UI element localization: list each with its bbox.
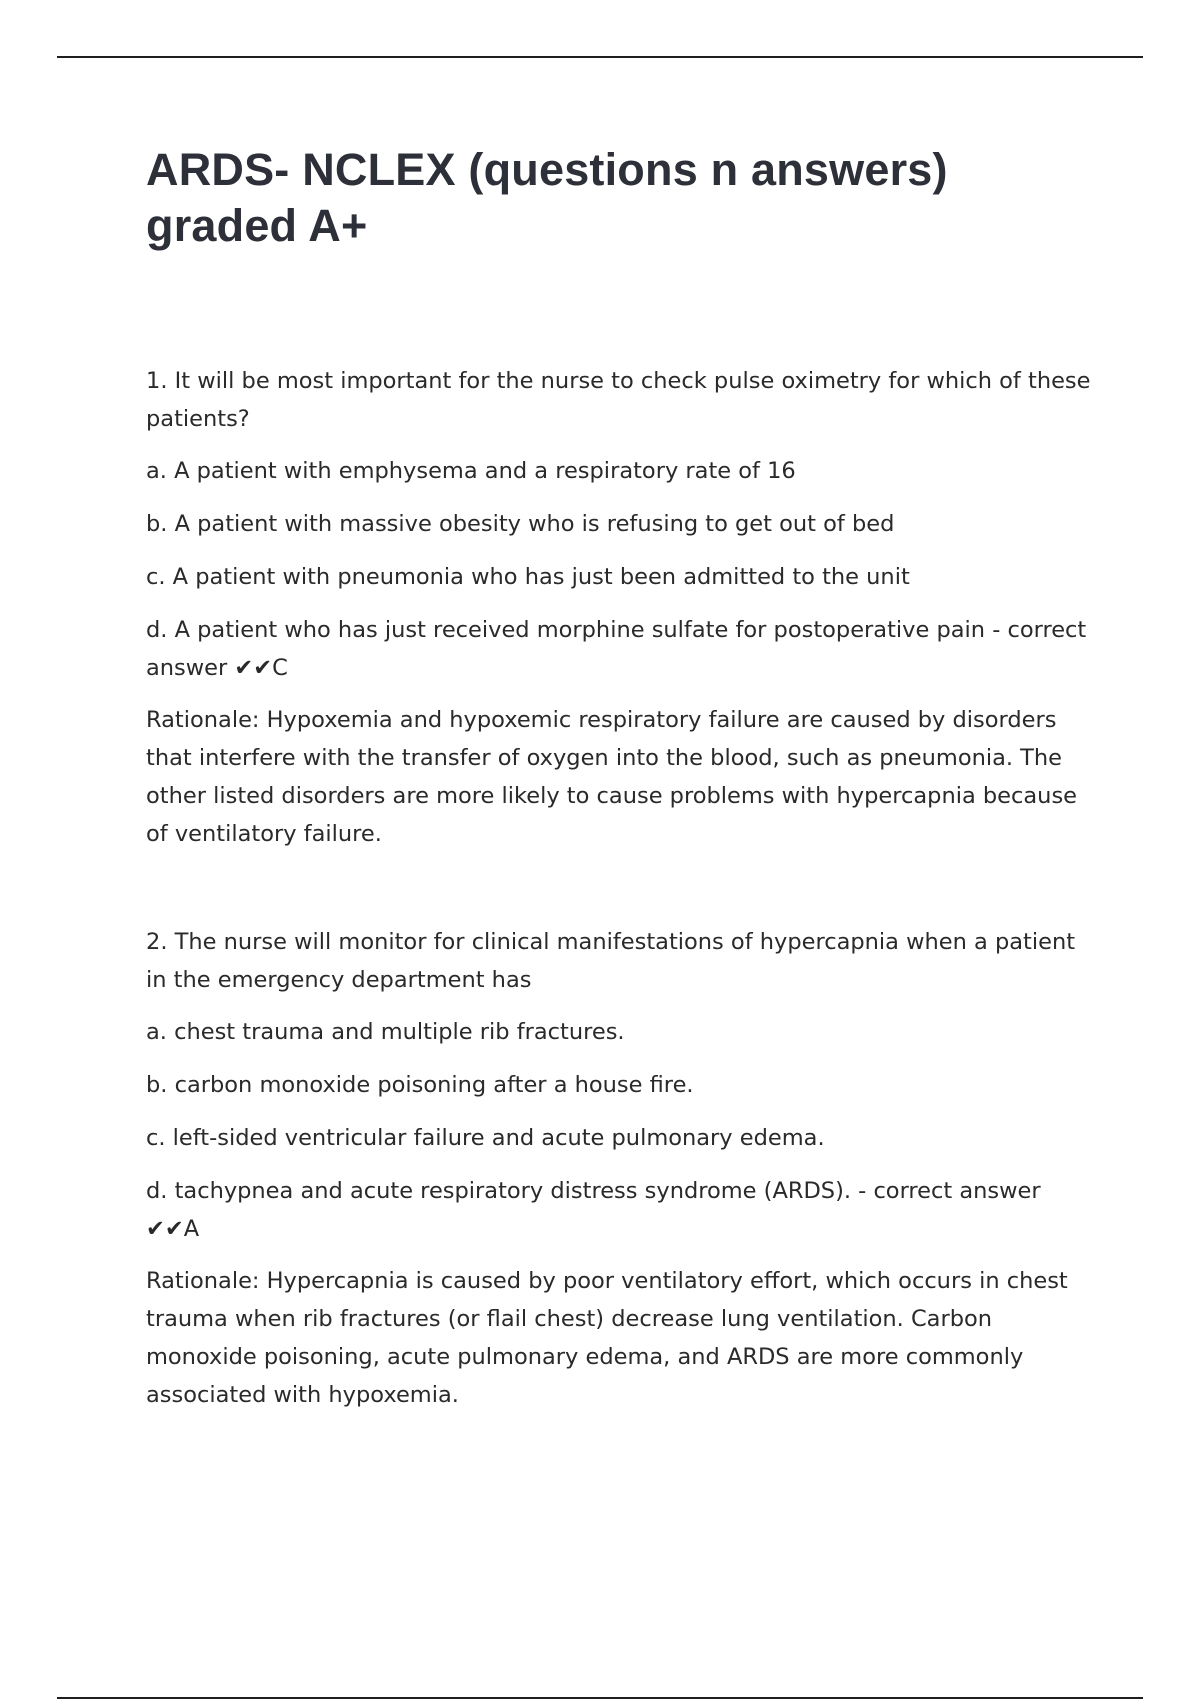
question-rationale: Rationale: Hypoxemia and hypoxemic respiratory failure are caused by disorders that interfere with the transfer of oxygen into the blood, such as pneumonia. The other listed disorders are more likely to cause problems with hypercapnia because of ventilatory failure. bbox=[146, 707, 1078, 847]
answer-option-d: d. tachypnea and acute respiratory distress syndrome (ARDS). - correct answer ✔✔A bbox=[146, 1178, 1041, 1242]
question-rationale: Rationale: Hypercapnia is caused by poor ventilatory effort, which occurs in chest trauma when rib fractures (or flail chest) decrease lung ventilation. Carbon monoxide poisoning, acute pulmonary edema, and ARDS are more commonly associated with hypoxemia. bbox=[146, 1268, 1068, 1408]
question-1 bbox=[146, 362, 1096, 853]
answer-option-c: c. A patient with pneumonia who has just been admitted to the unit bbox=[146, 564, 910, 590]
answer-option-a: a. chest trauma and multiple rib fractures. bbox=[146, 1019, 625, 1045]
question-2 bbox=[146, 923, 1096, 1414]
document-title: ARDS- NCLEX (questions n answers) graded A+ bbox=[146, 144, 948, 251]
question-stem: 2. The nurse will monitor for clinical manifestations of hypercapnia when a patient in the emergency department has bbox=[146, 929, 1076, 993]
answer-option-c: c. left-sided ventricular failure and acute pulmonary edema. bbox=[146, 1125, 825, 1151]
answer-option-b: b. A patient with massive obesity who is refusing to get out of bed bbox=[146, 511, 895, 537]
top-divider bbox=[57, 56, 1143, 58]
question-stem: 1. It will be most important for the nurse to check pulse oximetry for which of these patients? bbox=[146, 368, 1091, 432]
answer-option-d: d. A patient who has just received morphine sulfate for postoperative pain - correct answer ✔✔C bbox=[146, 617, 1087, 681]
answer-option-b: b. carbon monoxide poisoning after a house fire. bbox=[146, 1072, 694, 1098]
answer-option-a: a. A patient with emphysema and a respiratory rate of 16 bbox=[146, 458, 796, 484]
bottom-divider bbox=[57, 1697, 1143, 1699]
document-content bbox=[146, 142, 1096, 1414]
